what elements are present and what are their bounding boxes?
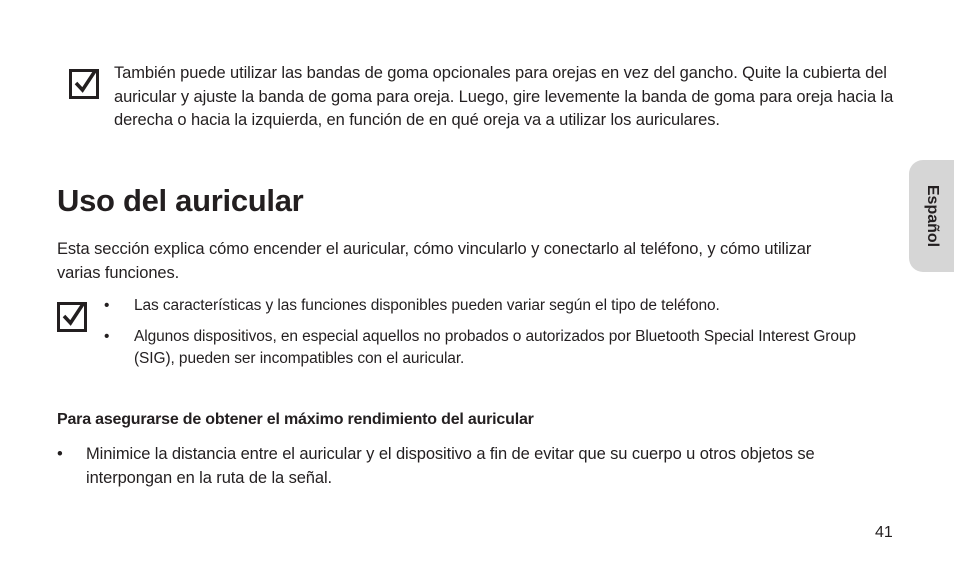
tips-bullet-list [57, 442, 897, 490]
bullet-icon: • [104, 297, 110, 314]
subsection-heading: Para asegurarse de obtener el máximo rendimiento del auricular [57, 411, 534, 428]
bullet-icon: • [57, 445, 63, 463]
list-item [104, 326, 894, 370]
list-item [104, 295, 894, 317]
list-item-text: Minimice la distancia entre el auricular y el dispositivo a fin de evitar que su cuerpo u otros objetos se interpongan en la ruta de la señal. [86, 445, 815, 487]
list-item-text: Las características y las funciones disponibles pueden variar según el tipo de teléfono. [134, 297, 720, 314]
page-number: 41 [875, 524, 893, 541]
note-checkbox-icon [57, 302, 87, 332]
bullet-icon: • [104, 328, 110, 345]
note-bullet-list [104, 295, 894, 379]
list-item-text: Algunos dispositivos, en especial aquellos no probados o autorizados por Bluetooth Special Interest Group (SIG), pueden ser incompatibles con el auricular. [134, 328, 856, 367]
note-checkbox-icon [69, 69, 99, 99]
section-intro: Esta sección explica cómo encender el auricular, cómo vincularlo y conectarlo al teléfono, y cómo utilizar varias funciones. [57, 240, 812, 282]
list-item [57, 442, 897, 490]
language-tab-label: Español [924, 184, 941, 248]
note-text: También puede utilizar las bandas de goma opcionales para orejas en vez del gancho. Quite la cubierta del auricular y ajuste la banda de goma para oreja. Luego, gire levemente la banda de goma para oreja hacia la derecha o hacia la izquierda, en función de en qué oreja va a utilizar los auriculares. [114, 64, 894, 129]
section-title: Uso del auricular [57, 183, 304, 218]
